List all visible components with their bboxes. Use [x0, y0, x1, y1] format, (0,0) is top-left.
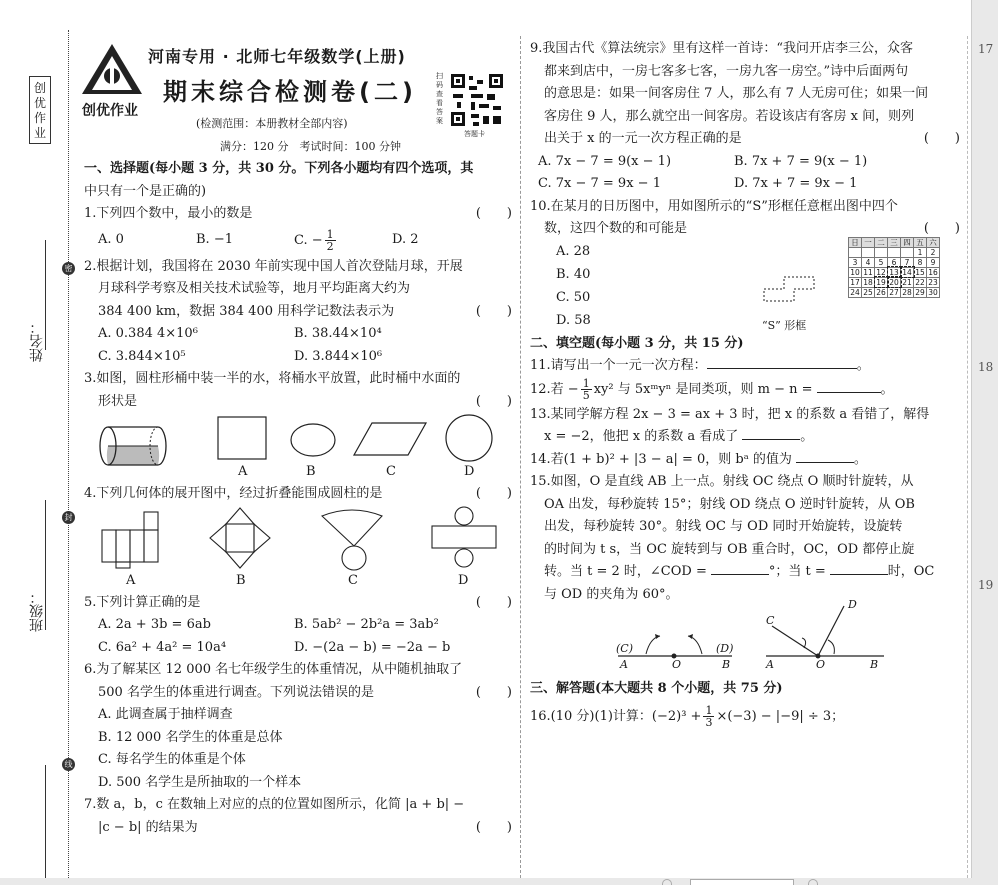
q4-net-a — [98, 508, 168, 570]
calendar-table — [848, 237, 940, 298]
fig-right-label-a: A — [766, 658, 774, 671]
class-label: 班级： — [29, 590, 45, 632]
q15-figures — [530, 598, 960, 678]
q2-option-b: B. 38.44×10⁴ — [294, 326, 382, 341]
q3-figures — [84, 413, 512, 483]
cal-cell: 14 — [902, 267, 912, 277]
fig-right-label-c: C — [766, 614, 775, 627]
cal-cell: 26 — [876, 287, 886, 297]
q15-stem-line5: 转。当 t = 2 时，∠COD = °；当 t = 时，OC — [530, 561, 960, 584]
calendar-row — [849, 267, 940, 277]
cal-cell: 12 — [876, 267, 886, 277]
q9-option-d: D. 7x + 7 = 9x − 1 — [734, 176, 858, 191]
cal-cell: 23 — [928, 277, 938, 287]
q5-option-a: A. 2a + 3b = 6ab — [98, 617, 211, 632]
q4-net-c — [316, 506, 390, 574]
q3-label-a: A — [238, 464, 248, 479]
fig-right-label-o: O — [816, 658, 826, 671]
q5-option-d: D. −(2a − b) = −2a − b — [294, 639, 451, 655]
q10-option-b: B. 40 — [556, 266, 591, 282]
q9-option-c: C. 7x − 7 = 9x − 1 — [538, 176, 661, 191]
q4-label-a: A — [126, 572, 136, 588]
q5-option-b: B. 5ab² − 2b²a = 3ab² — [294, 617, 439, 632]
q6-option-d: D. 500 名学生是所抽取的一个样本 — [98, 774, 302, 790]
cal-cell: 5 — [875, 257, 888, 267]
q3-label-c: C — [386, 464, 396, 479]
q3-stem-line1: 3.如图，圆柱形桶中装一半的水，将桶水平放置，此时桶中水面的 — [84, 371, 461, 386]
q6-option-a: A. 此调查属于抽样调查 — [98, 707, 233, 722]
edge-number-17: 17 — [978, 42, 994, 56]
q4-net-d — [428, 506, 502, 572]
zoom-in-icon[interactable] — [808, 879, 818, 885]
right-edge-divider — [967, 36, 968, 878]
answer-paren[interactable]: ( ) — [475, 594, 512, 610]
qr-side-text: 扫码查看答案 — [436, 72, 443, 125]
cal-cell: 9 — [927, 257, 940, 267]
q5-option-c: C. 6a² + 4a² = 10a⁴ — [98, 639, 227, 655]
q9-stem-line4: 客房住 9 人，那么就空出一间客房。若设该店有客房 x 间，则列 — [544, 108, 915, 124]
q16-part1: 16.(10 分)(1)计算：(−2)³ + $\frac{1}{3}$ ×(−3) − |−9| ÷ 3； — [530, 703, 845, 729]
cal-cell: 16 — [928, 267, 938, 277]
header-title-line2: 期末综合检测卷(二) — [163, 78, 417, 106]
logo-text: 创优作业 — [82, 103, 138, 119]
q15-stem-line3: 出发，每秒旋转 30°。射线 OC 与 OD 同时开始旋转，设旋转 — [544, 519, 903, 534]
q10-option-d: D. 58 — [556, 312, 591, 328]
answer-paren[interactable]: ( ) — [475, 393, 512, 409]
q3-option-d-circle — [444, 413, 494, 463]
cal-cell: 24 — [850, 287, 860, 297]
q15-blank-1[interactable] — [711, 561, 769, 575]
cal-cell: 2 — [927, 247, 940, 257]
q3-stem-line2: 形状是 ( ) — [84, 391, 512, 414]
cal-cell: 29 — [915, 287, 925, 297]
q6-stem-line1: 6.为了解某区 12 000 名七年级学生的体重情况，从中随机抽取了 — [84, 662, 463, 677]
cal-head-cell: 一 — [862, 237, 875, 247]
cal-cell: 19 — [876, 277, 886, 287]
answer-paren[interactable]: ( ) — [475, 303, 512, 319]
q3-option-a-square — [216, 415, 270, 461]
q9-options-row2 — [530, 173, 960, 196]
q2-option-c: C. 3.844×10⁵ — [98, 348, 186, 364]
cal-cell: 8 — [914, 257, 927, 267]
q9-options-row1 — [530, 151, 960, 174]
cal-cell: 18 — [863, 277, 873, 287]
fig-right-label-d: D — [848, 598, 857, 611]
calendar-row — [849, 287, 940, 297]
q10-option-a: A. 28 — [556, 243, 591, 259]
cal-cell: 21 — [902, 277, 912, 287]
calendar-row — [849, 257, 940, 267]
seal-mark-feng: 封 — [62, 511, 75, 524]
q10-block — [530, 237, 960, 333]
q2-options-row2 — [84, 346, 512, 369]
q4-label-c: C — [348, 572, 358, 588]
q6-option-c: C. 每名学生的体重是个体 — [98, 752, 246, 767]
answer-paren[interactable]: ( ) — [923, 221, 960, 236]
cal-cell: 27 — [889, 287, 899, 297]
q4-label-b: B — [236, 572, 246, 588]
q2-stem-line3: 384 400 km，数据 384 400 用科学记数法表示为 ( ) — [84, 301, 512, 324]
brand-tag: 创优作业 — [29, 76, 51, 144]
cal-head-cell: 三 — [888, 237, 901, 247]
q7-stem-line1: 7.数 a，b，c 在数轴上对应的点的位置如图所示，化简 |a + b| − — [84, 797, 465, 812]
cal-cell: 25 — [863, 287, 873, 297]
cal-head-cell: 二 — [875, 237, 888, 247]
q9-option-a: A. 7x − 7 = 9(x − 1) — [538, 153, 672, 169]
fig-right-label-b: B — [870, 658, 879, 671]
q10-option-c: C. 50 — [556, 289, 591, 305]
q12: 12.若 − $\frac{1}{5}$ xy² 与 5xᵐyⁿ 是同类项，则 m − n = 。 — [530, 376, 894, 402]
header-title-line1: 河南专用 · 北师七年级数学(上册) — [148, 47, 406, 66]
cal-cell: 6 — [888, 257, 901, 267]
q9-stem-line2: 都来到店中，一房七客多七客，一房九客一房空。”诗中后面两句 — [544, 63, 909, 79]
binding-dotted-line — [68, 30, 69, 878]
q15-stem-line1: 15.如图，O 是直线 AB 上一点。射线 OC 绕点 O 顺时针旋转，从 — [530, 474, 914, 489]
cal-cell: 13 — [889, 267, 899, 277]
q6-stem-line2: 500 名学生的体重进行调查。下列说法错误的是 ( ) — [84, 682, 512, 705]
edge-number-18: 18 — [978, 360, 994, 374]
cal-head-cell: 五 — [914, 237, 927, 247]
header-scope: (检测范围：本册教材全部内容) — [196, 117, 348, 130]
cal-cell: 4 — [862, 257, 875, 267]
cylinder-bucket-figure — [98, 419, 170, 473]
cal-cell: 10 — [850, 267, 860, 277]
left-column — [84, 158, 512, 839]
q12-answer-blank[interactable] — [817, 379, 881, 393]
qr-code-icon[interactable] — [449, 72, 505, 128]
fig-left-label-c: (C) — [616, 642, 633, 655]
cal-head-cell: 日 — [849, 237, 862, 247]
calendar-row — [849, 277, 940, 287]
q1-option-a: A. 0 — [98, 232, 124, 248]
logo-icon — [80, 42, 144, 100]
q3-option-c-parallelogram — [352, 421, 428, 457]
cal-cell: 30 — [928, 287, 938, 297]
seal-mark-mi: 密 — [62, 262, 75, 275]
extra-line — [45, 765, 46, 878]
answer-paren[interactable]: ( ) — [475, 206, 512, 221]
edge-number-19: 19 — [978, 578, 994, 592]
section1-heading-cont: 中只有一个是正确的) — [84, 183, 207, 199]
q1-stem: 1.下列四个数中，最小的数是 ( ) — [84, 203, 512, 226]
cal-cell: 28 — [902, 287, 912, 297]
q11-answer-blank[interactable] — [707, 355, 857, 369]
section1-heading: 一、选择题(每小题 3 分，共 30 分。下列各小题均有四个选项，其 — [84, 161, 474, 176]
q4-stem: 4.下列几何体的展开图中，经过折叠能围成圆柱的是 ( ) — [84, 483, 512, 506]
q9-stem-line5: 出关于 x 的一元一次方程正确的是 ( ) — [530, 128, 960, 151]
cal-cell: 17 — [850, 277, 860, 287]
q9-stem-line1: 9.我国古代《算法统宗》里有这样一首诗：“我问开店李三公，众客 — [530, 41, 914, 56]
q15-stem-line6: 与 OD 的夹角为 60°。 — [544, 586, 679, 602]
answer-paren[interactable]: ( ) — [923, 131, 960, 146]
cal-cell — [862, 247, 875, 257]
q1-option-b: B. −1 — [196, 232, 233, 248]
q2-option-d: D. 3.844×10⁶ — [294, 348, 383, 364]
header-score-time: 满分：120 分 考试时间：100 分钟 — [220, 140, 401, 153]
name-label: 姓名： — [29, 320, 45, 362]
q5-options-row1 — [84, 614, 512, 637]
q2-stem-line1: 2.根据计划，我国将在 2030 年前实现中国人首次登陆月球，开展 — [84, 258, 463, 274]
seal-mark-xian: 线 — [62, 758, 75, 771]
zoom-out-icon[interactable] — [662, 879, 672, 885]
q5-stem: 5.下列计算正确的是 ( ) — [84, 592, 512, 615]
page-input[interactable] — [690, 879, 794, 885]
q3-label-d: D — [464, 464, 475, 479]
q13-stem-line1: 13.某同学解方程 2x − 3 = ax + 3 时，把 x 的系数 a 看错了，解得 — [530, 406, 930, 422]
q4-label-d: D — [458, 572, 469, 588]
q10-stem-line1: 10.在某月的日历图中，用如图所示的“S”形框任意框出图中四个 — [530, 198, 898, 214]
q15-stem-line2: OA 出发，每秒旋转 15°；射线 OD 绕点 O 逆时针旋转，从 OB — [544, 496, 915, 512]
q9-stem-line3: 的意思是：如果一间客房住 7 人，那么有 7 人无房可住；如果一间 — [544, 86, 929, 101]
q2-option-a: A. 0.384 4×10⁶ — [98, 326, 198, 341]
column-divider — [520, 36, 521, 878]
q11: 11.请写出一个一元一次方程： 。 — [530, 355, 960, 378]
q6-option-b: B. 12 000 名学生的体重是总体 — [98, 729, 283, 745]
q5-options-row2 — [84, 637, 512, 660]
q1-options — [84, 226, 512, 256]
q2-stem-line2: 月球科学考察及相关技术试验等，地月平均距离大约为 — [98, 281, 411, 296]
section2-heading: 二、填空题(每小题 3 分，共 15 分) — [530, 335, 744, 351]
cal-head-cell: 六 — [927, 237, 940, 247]
q3-option-b-ellipse — [288, 421, 338, 459]
qr-caption: 答题卡 — [464, 130, 485, 138]
q15-blank-2[interactable] — [830, 561, 888, 575]
q13-answer-blank[interactable] — [742, 426, 800, 440]
section3-heading: 三、解答题(本大题共 8 个小题，共 75 分) — [530, 681, 783, 696]
q9-option-b: B. 7x + 7 = 9(x − 1) — [734, 153, 868, 169]
q4-figures — [84, 506, 512, 592]
q13-stem-line2: x = −2，他把 x 的系数 a 看成了 。 — [530, 426, 960, 449]
fig-left-label-a: A — [620, 658, 628, 671]
s-frame-caption: “S” 形框 — [762, 318, 807, 332]
q4-net-b — [206, 506, 276, 570]
s-frame-figure — [762, 271, 818, 311]
calendar-row — [849, 247, 940, 257]
right-column — [530, 38, 960, 733]
q1-option-d: D. 2 — [392, 232, 419, 248]
q3-label-b: B — [306, 464, 316, 479]
calendar-header — [849, 237, 940, 247]
cal-cell — [849, 247, 862, 257]
fig-left-label-b: B — [722, 658, 731, 671]
answer-paren[interactable]: ( ) — [475, 819, 512, 835]
cal-cell: 11 — [863, 267, 873, 277]
q14-answer-blank[interactable] — [796, 449, 854, 463]
cal-cell: 3 — [849, 257, 862, 267]
cal-cell: 22 — [915, 277, 925, 287]
cal-cell: 20 — [889, 277, 899, 287]
cal-cell — [888, 247, 901, 257]
q10-stem-line2: 数，这四个数的和可能是 ( ) — [530, 218, 960, 241]
q1-option-c: C. − $\frac{1}{2}$ — [294, 227, 334, 253]
cal-cell: 7 — [901, 257, 914, 267]
fig-left-label-d: (D) — [716, 642, 734, 655]
q7-stem-line2: |c − b| 的结果为 ( ) — [84, 817, 512, 840]
cal-cell — [875, 247, 888, 257]
q15-stem-line4: 的时间为 t s，当 OC 旋转到与 OB 重合时，OC，OD 都停止旋 — [544, 541, 915, 557]
q14: 14.若(1 + b)² + |3 − a| = 0，则 bᵃ 的值为 。 — [530, 449, 960, 472]
answer-paren[interactable]: ( ) — [475, 486, 512, 501]
answer-paren[interactable]: ( ) — [475, 684, 512, 700]
cal-cell — [901, 247, 914, 257]
q2-options-row1 — [84, 323, 512, 346]
fig-left-label-o: O — [672, 658, 682, 671]
cal-cell: 1 — [914, 247, 927, 257]
cal-cell: 15 — [915, 267, 925, 277]
cal-head-cell: 四 — [901, 237, 914, 247]
